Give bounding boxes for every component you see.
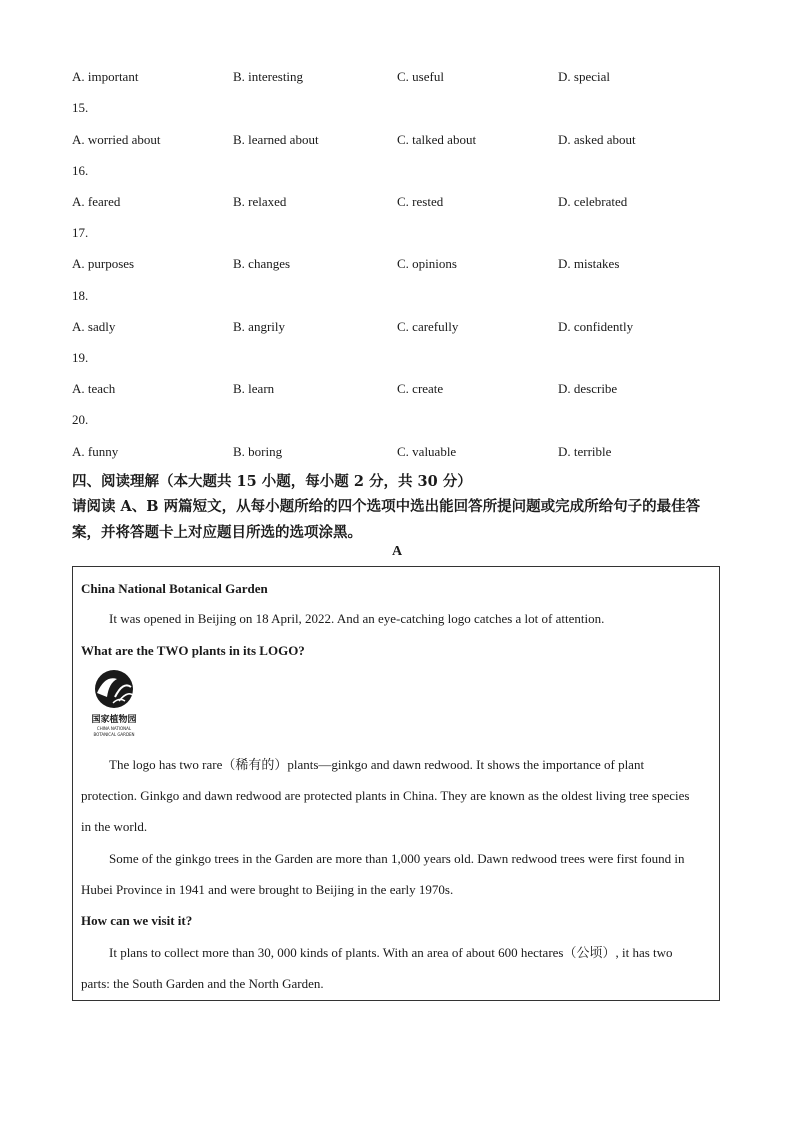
question-number: 20. [72,412,89,427]
option-d: D. mistakes [558,256,620,271]
option-d: D. confidently [558,319,634,334]
option-row [0,256,794,276]
option-c: C. talked about [397,132,477,147]
option-a: A. purposes [72,256,135,271]
ginkgo-redwood-logo-icon [83,667,145,741]
option-b: B. learned about [233,132,319,147]
question-number: 18. [72,288,89,303]
section-instructions: 请阅读 A、B 两篇短文，从每小题所给的四个选项中选出能回答所提问题或完成所给句子的最佳答案，并将答题卡上对应题目所选的选项涂黑。 [72,498,701,541]
option-a: A. sadly [72,319,116,334]
option-b: B. relaxed [233,194,287,209]
passage-label: A [391,544,403,559]
passage-paragraph-3: It plans to collect more than 30, 000 kinds of plants. With an area of about 600 hectares（公顷）, it has two parts: the South Garden and the North Garden. [81,945,673,991]
option-c: C. create [397,381,444,396]
passage-box [72,566,720,1001]
question-number: 16. [72,163,89,178]
option-c: C. carefully [397,319,459,334]
option-b: B. learn [233,381,275,396]
passage-question-heading-2: How can we visit it? [81,913,193,928]
option-c: C. rested [397,194,444,209]
option-c: C. useful [397,69,444,84]
option-b: B. interesting [233,69,304,84]
option-row [0,381,794,401]
question-number: 19. [72,350,89,365]
option-a: A. worried about [72,132,161,147]
option-c: C. opinions [397,256,457,271]
option-b: B. changes [233,256,291,271]
passage-paragraph-2: Some of the ginkgo trees in the Garden are more than 1,000 years old. Dawn redwood trees were first found in Hubei Province in 1941 and were brought to Beijing in the early 1970s. [81,851,685,897]
passage-question-heading: What are the TWO plants in its LOGO? [81,643,305,658]
option-row [0,444,794,464]
option-c: C. valuable [397,444,457,459]
passage-intro: It was opened in Beijing on 18 April, 2022. And an eye-catching logo catches a lot of attention. [109,611,605,626]
question-number: 17. [72,225,89,240]
option-d: D. describe [558,381,618,396]
option-a: A. feared [72,194,121,209]
option-d: D. celebrated [558,194,628,209]
option-d: D. terrible [558,444,612,459]
option-row [0,194,794,214]
passage-paragraph-1: The logo has two rare（稀有的）plants—ginkgo and dawn redwood. It shows the importance of plant protection. Ginkgo and dawn redwood are protected plants in China. They are known as the oldest living tree species in the world. [81,757,690,834]
option-a: A. important [72,69,139,84]
logo-english-line-1: CHINA NATIONAL [96,726,132,731]
question-number: 15. [72,100,89,115]
passage-title: China National Botanical Garden [81,581,268,596]
logo-english-line-2: BOTANICAL GARDEN [93,732,135,737]
section-title: 四、阅读理解（本大题共 15 小题，每小题 2 分，共 30 分） [72,473,472,490]
option-d: D. asked about [558,132,636,147]
option-b: B. boring [233,444,283,459]
option-a: A. teach [72,381,116,396]
option-row [0,69,794,89]
logo-chinese-name: 国家植物园 [91,715,137,725]
option-d: D. special [558,69,610,84]
option-row [0,132,794,152]
option-b: B. angrily [233,319,285,334]
garden-logo [83,667,145,741]
option-row [0,319,794,339]
option-a: A. funny [72,444,119,459]
